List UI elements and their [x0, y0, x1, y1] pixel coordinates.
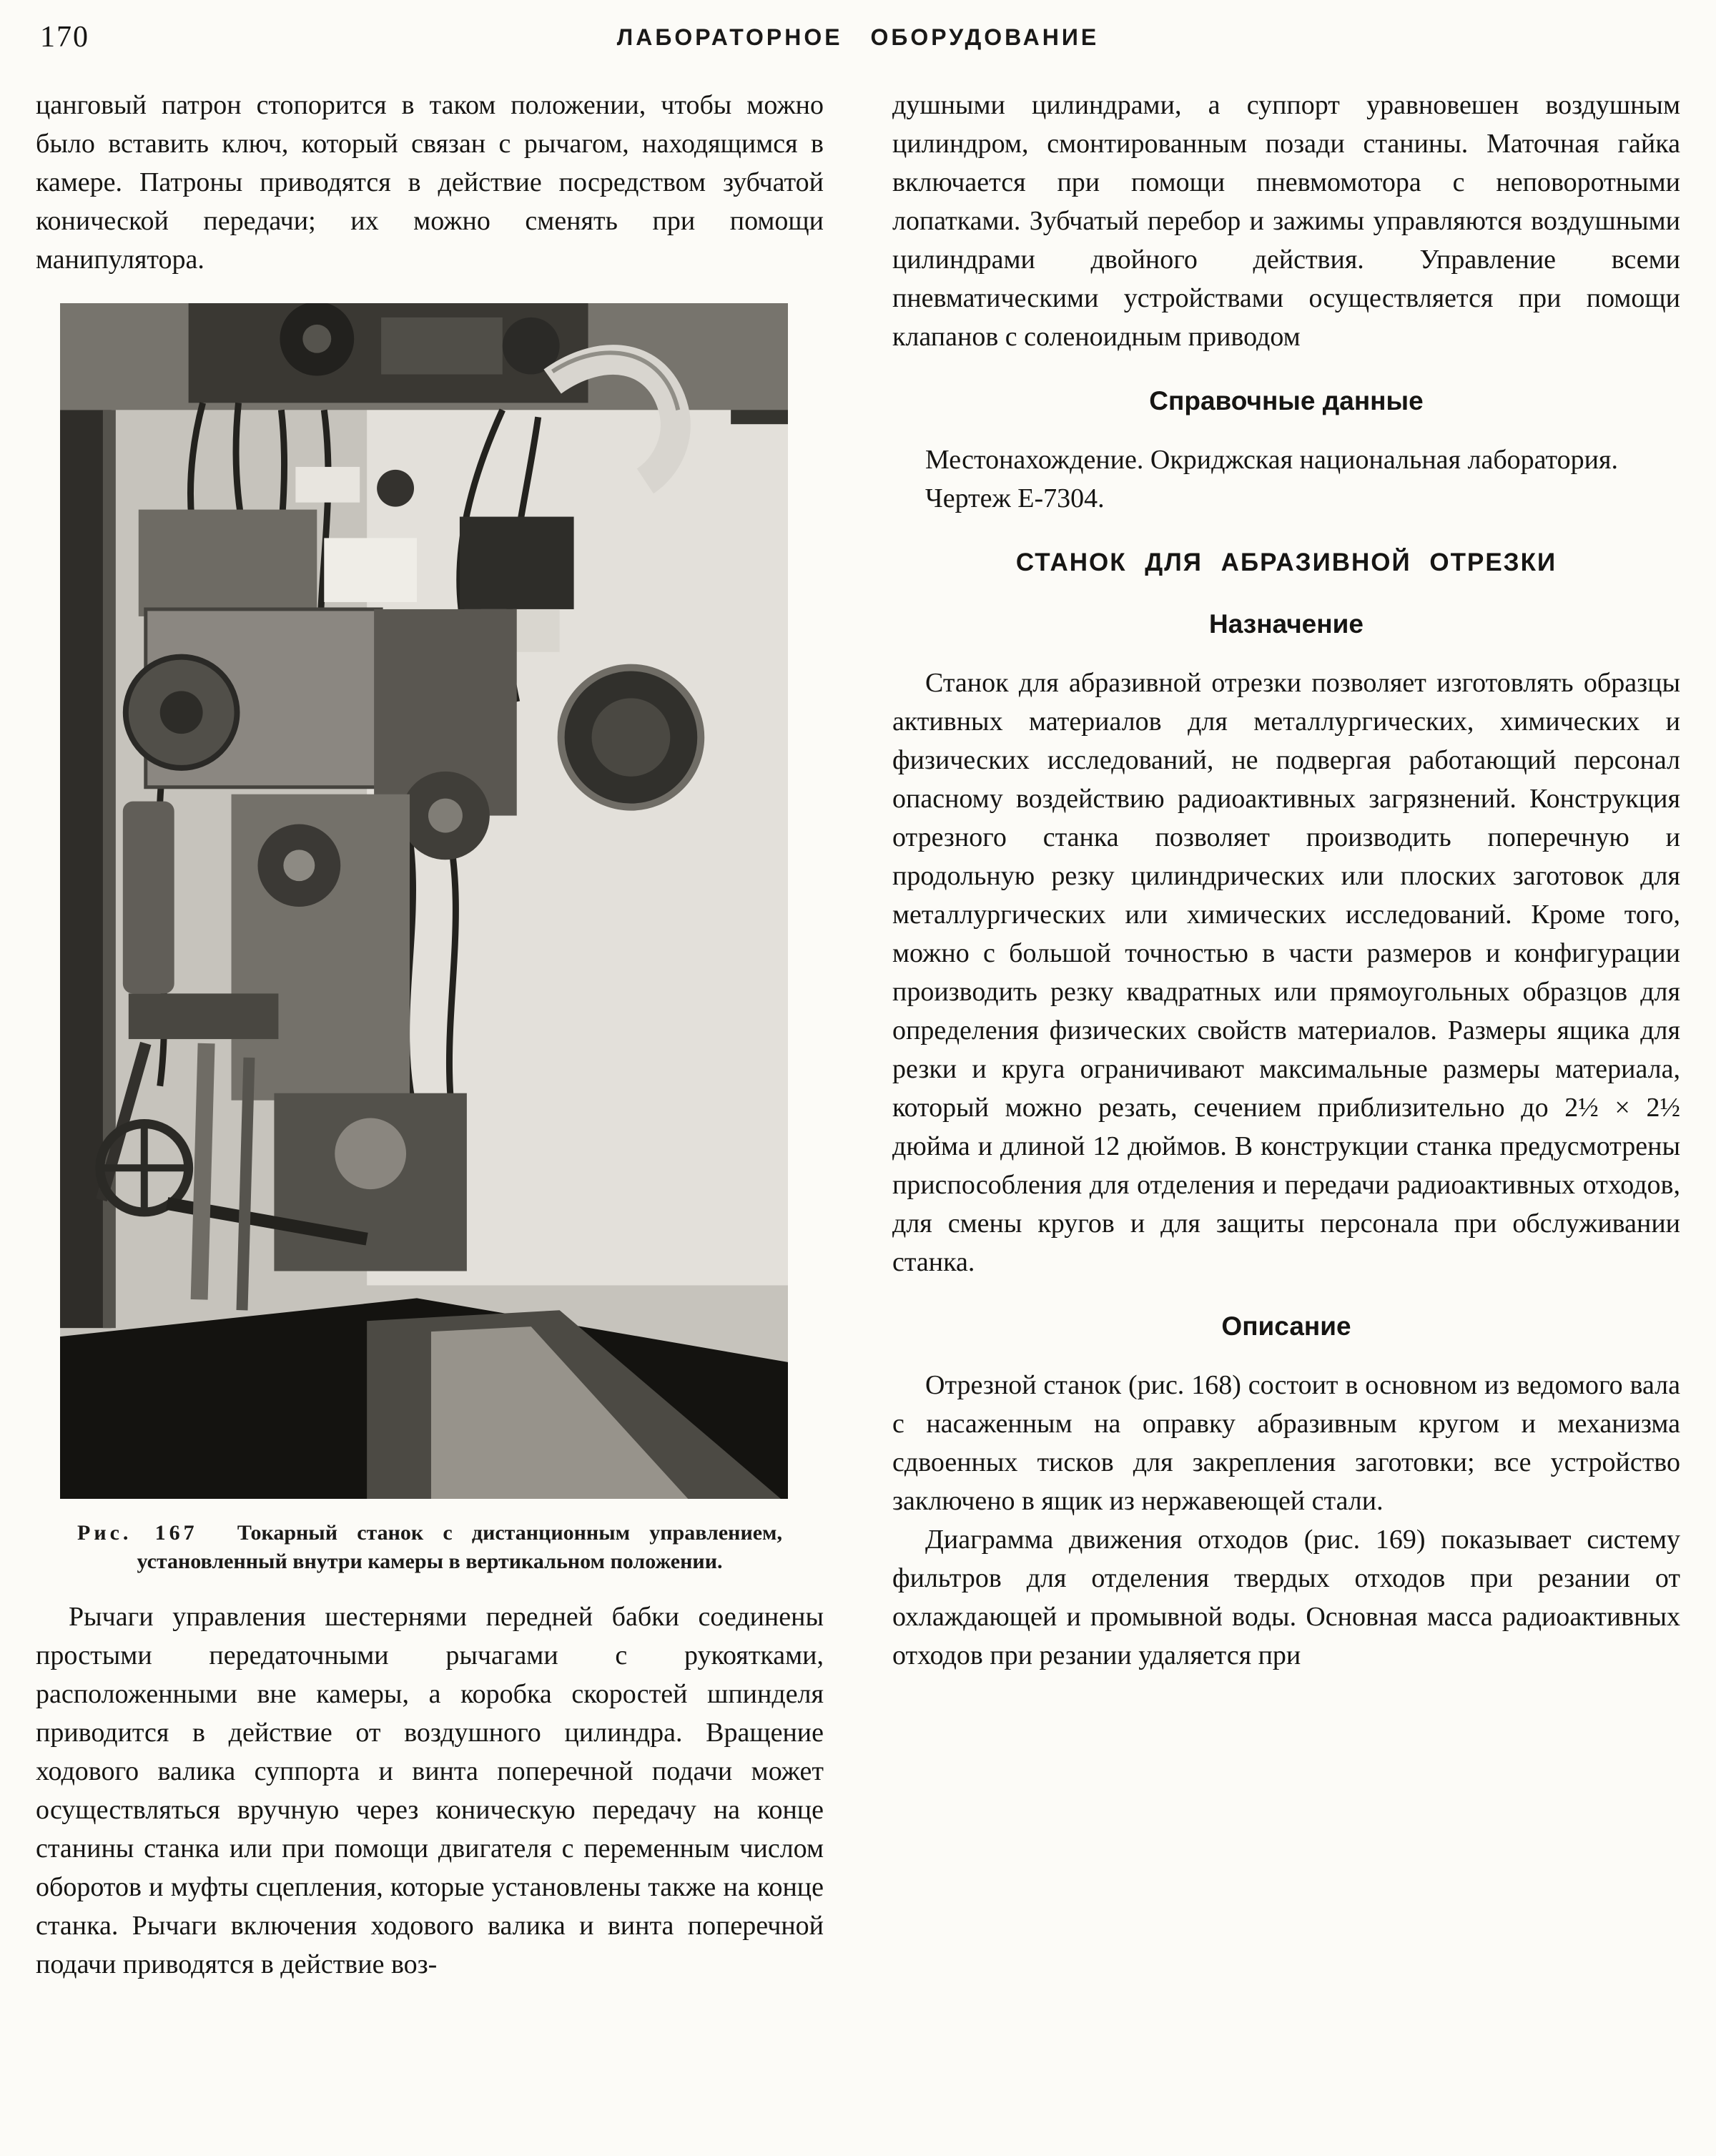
figure-167 [36, 303, 824, 1576]
heading-reference-data: Справочные данные [1149, 386, 1424, 415]
paragraph-purpose: Станок для абразивной отрезки позволяет изготовлять образцы активных материалов для металлургических, химических и физических исследований, не подвергая работающий персонал опасному воздействию радиоактивных загрязнений. Конструкция отрезного станка позволяет производить поперечную и продольную резку цилиндрических или плоских заготовок для металлургических или химических исследований. Кроме того, можно с большой точностью в части размеров и конфигурации производить резку квадратных или прямоугольных образцов для определения физических свойств материалов. Размеры ящика для резки и круга ограничивают максимальные размеры материала, который можно резать, сечением приблизительно до 2½ × 2½ дюйма и длиной 12 дюймов. В конструкции станка предусмотрены приспособления для отделения и передачи радиоактивных отходов, для смены кругов и для защиты персонала при обслуживании станка. [892, 668, 1680, 1277]
paragraph-cutoff-machine: Отрезной станок (рис. 168) состоит в основном из ведомого вала с насаженным на оправку абразивным кругом и механизма сдвоенных тисков для закрепления заготовки; все устройство заключено в ящик из нержавеющей стали. [892, 1370, 1680, 1516]
paragraph-lathe-chuck: цанговый патрон стопорится в таком положении, чтобы можно было вставить ключ, который связан с рычагом, находящимся в камере. Патроны приводятся в действие посредством зубчатой конической передачи; их можно сменять при помощи манипулятора. [36, 90, 824, 275]
figure-caption-label: Рис. 167 [77, 1521, 198, 1545]
paragraph-waste-diagram: Диаграмма движения отходов (рис. 169) показывает систему фильтров для отделения твердых отходов при резании от охлаждающей и промывной воды. Основная масса радиоактивных отходов при резании удаляется при [892, 1525, 1680, 1670]
paragraph-headstock-levers: Рычаги управления шестернями передней бабки соединены простыми передаточными рычагами с рукоятками, расположенными вне камеры, а коробка скоростей шпинделя приводится в действие от воздушного цилиндра. Вращение ходового валика суппорта и винта поперечной подачи может осуществляться вручную через коническую передачу на конце станины станка или при помощи двигателя с переменным числом оборотов и муфты сцепления, которые установлены также на конце станка. Рычаги включения ходового валика и винта поперечной подачи приводятся в действие воз- [36, 1602, 824, 1979]
figure-167-photo [60, 303, 788, 1499]
two-column-layout [36, 86, 1680, 1984]
running-header [36, 19, 1680, 64]
figure-caption-text: Токарный станок с дистанционным управлением, установленный внутри камеры в вертикальном положении. [137, 1521, 782, 1573]
heading-abrasive-cutoff-machine: СТАНОК ДЛЯ АБРАЗИВНОЙ ОТРЕЗКИ [1015, 548, 1557, 576]
paragraph-air-cylinders: душными цилиндрами, а суппорт уравновешен воздушным цилиндром, смонтированным позади станины. Маточная гайка включается при помощи пневмомотора с неповоротными лопатками. Зубчатый перебор и зажимы управляются воздушными цилиндрами двойного действия. Управление всеми пневматическими устройствами осуществляется при помощи клапанов с соленоидным приводом [892, 90, 1680, 352]
right-column [892, 86, 1680, 1984]
paragraph-location: Местонахождение. Окриджская национальная лаборатория. [925, 445, 1618, 475]
heading-description: Описание [1221, 1311, 1351, 1341]
page-number: 170 [40, 21, 89, 54]
running-title: ЛАБОРАТОРНОЕ ОБОРУДОВАНИЕ [616, 24, 1100, 50]
paragraph-drawing-number: Чертеж Е-7304. [925, 483, 1105, 513]
figure-caption [77, 1519, 782, 1576]
left-column [36, 86, 824, 1984]
heading-purpose: Назначение [1209, 609, 1364, 639]
